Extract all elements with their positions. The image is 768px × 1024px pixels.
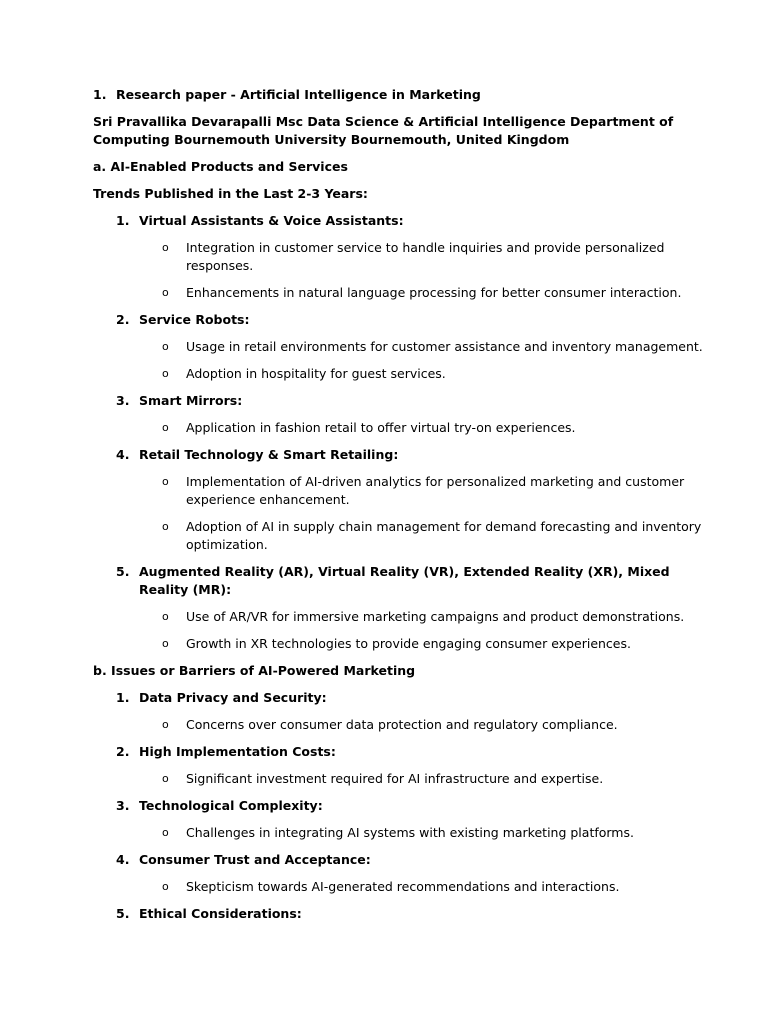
list-item [116, 446, 708, 464]
bullet-marker: o [162, 637, 169, 650]
item-label: Data Privacy and Security: [139, 690, 327, 705]
bullet-item [162, 824, 708, 842]
list-item [116, 905, 708, 923]
bullet-item [162, 338, 708, 356]
bullet-text: Use of AR/VR for immersive marketing campaigns and product demonstrations. [186, 609, 685, 624]
title-number: 1. [93, 87, 107, 102]
item-number: 1. [116, 213, 130, 228]
bullet-text: Significant investment required for AI infrastructure and expertise. [186, 771, 604, 786]
bullet-marker: o [162, 340, 169, 353]
bullet-marker: o [162, 475, 169, 488]
bullet-text: Enhancements in natural language processing for better consumer interaction. [186, 285, 682, 300]
author-affiliation: Sri Pravallika Devarapalli Msc Data Science & Artificial Intelligence Department of Computing Bournemouth University Bournemouth, United Kingdom [93, 114, 674, 147]
bullet-text: Application in fashion retail to offer virtual try-on experiences. [186, 420, 576, 435]
paper-title: Research paper - Artificial Intelligence in Marketing [116, 87, 481, 102]
section-b-list [93, 689, 708, 923]
item-number: 2. [116, 312, 130, 327]
bullet-marker: o [162, 772, 169, 785]
bullet-text: Integration in customer service to handle inquiries and provide personalized responses. [186, 240, 665, 273]
list-item [116, 851, 708, 869]
section-a-heading: a. AI-Enabled Products and Services [93, 159, 348, 174]
bullet-item [162, 419, 708, 437]
bullet-marker: o [162, 880, 169, 893]
bullet-text: Skepticism towards AI-generated recommendations and interactions. [186, 879, 620, 894]
bullet-marker: o [162, 826, 169, 839]
list-item [116, 212, 708, 230]
item-label: Retail Technology & Smart Retailing: [139, 447, 399, 462]
bullet-text: Challenges in integrating AI systems with existing marketing platforms. [186, 825, 634, 840]
bullet-item [162, 608, 708, 626]
bullet-item [162, 716, 708, 734]
item-label: Consumer Trust and Acceptance: [139, 852, 371, 867]
list-item [116, 311, 708, 329]
item-number: 2. [116, 744, 130, 759]
paper-title-row [93, 86, 708, 104]
bullet-text: Adoption in hospitality for guest services. [186, 366, 446, 381]
bullet-item [162, 365, 708, 383]
bullet-marker: o [162, 286, 169, 299]
list-item [116, 689, 708, 707]
item-number: 5. [116, 564, 130, 579]
item-label: High Implementation Costs: [139, 744, 336, 759]
bullet-text: Growth in XR technologies to provide engaging consumer experiences. [186, 636, 631, 651]
item-label: Augmented Reality (AR), Virtual Reality (VR), Extended Reality (XR), Mixed Reality (MR): [139, 564, 670, 597]
item-number: 3. [116, 393, 130, 408]
section-a-list [93, 212, 708, 653]
item-number: 1. [116, 690, 130, 705]
bullet-item [162, 473, 708, 509]
bullet-marker: o [162, 610, 169, 623]
item-number: 5. [116, 906, 130, 921]
item-number: 3. [116, 798, 130, 813]
bullet-text: Concerns over consumer data protection and regulatory compliance. [186, 717, 618, 732]
bullet-item [162, 518, 708, 554]
item-label: Technological Complexity: [139, 798, 323, 813]
bullet-text: Implementation of AI-driven analytics for personalized marketing and customer experience enhancement. [186, 474, 685, 507]
bullet-marker: o [162, 367, 169, 380]
item-label: Service Robots: [139, 312, 250, 327]
bullet-marker: o [162, 718, 169, 731]
trends-heading: Trends Published in the Last 2-3 Years: [93, 186, 368, 201]
item-label: Virtual Assistants & Voice Assistants: [139, 213, 404, 228]
item-number: 4. [116, 447, 130, 462]
section-b-heading: b. Issues or Barriers of AI-Powered Marketing [93, 663, 416, 678]
list-item [116, 392, 708, 410]
bullet-item [162, 284, 708, 302]
bullet-marker: o [162, 241, 169, 254]
item-number: 4. [116, 852, 130, 867]
list-item [116, 563, 708, 599]
bullet-item [162, 878, 708, 896]
bullet-item [162, 770, 708, 788]
bullet-text: Usage in retail environments for customer assistance and inventory management. [186, 339, 703, 354]
item-label: Smart Mirrors: [139, 393, 243, 408]
list-item [116, 797, 708, 815]
bullet-item [162, 239, 708, 275]
bullet-marker: o [162, 520, 169, 533]
bullet-item [162, 635, 708, 653]
list-item [116, 743, 708, 761]
item-label: Ethical Considerations: [139, 906, 302, 921]
bullet-text: Adoption of AI in supply chain management for demand forecasting and inventory optimization. [186, 519, 702, 552]
bullet-marker: o [162, 421, 169, 434]
